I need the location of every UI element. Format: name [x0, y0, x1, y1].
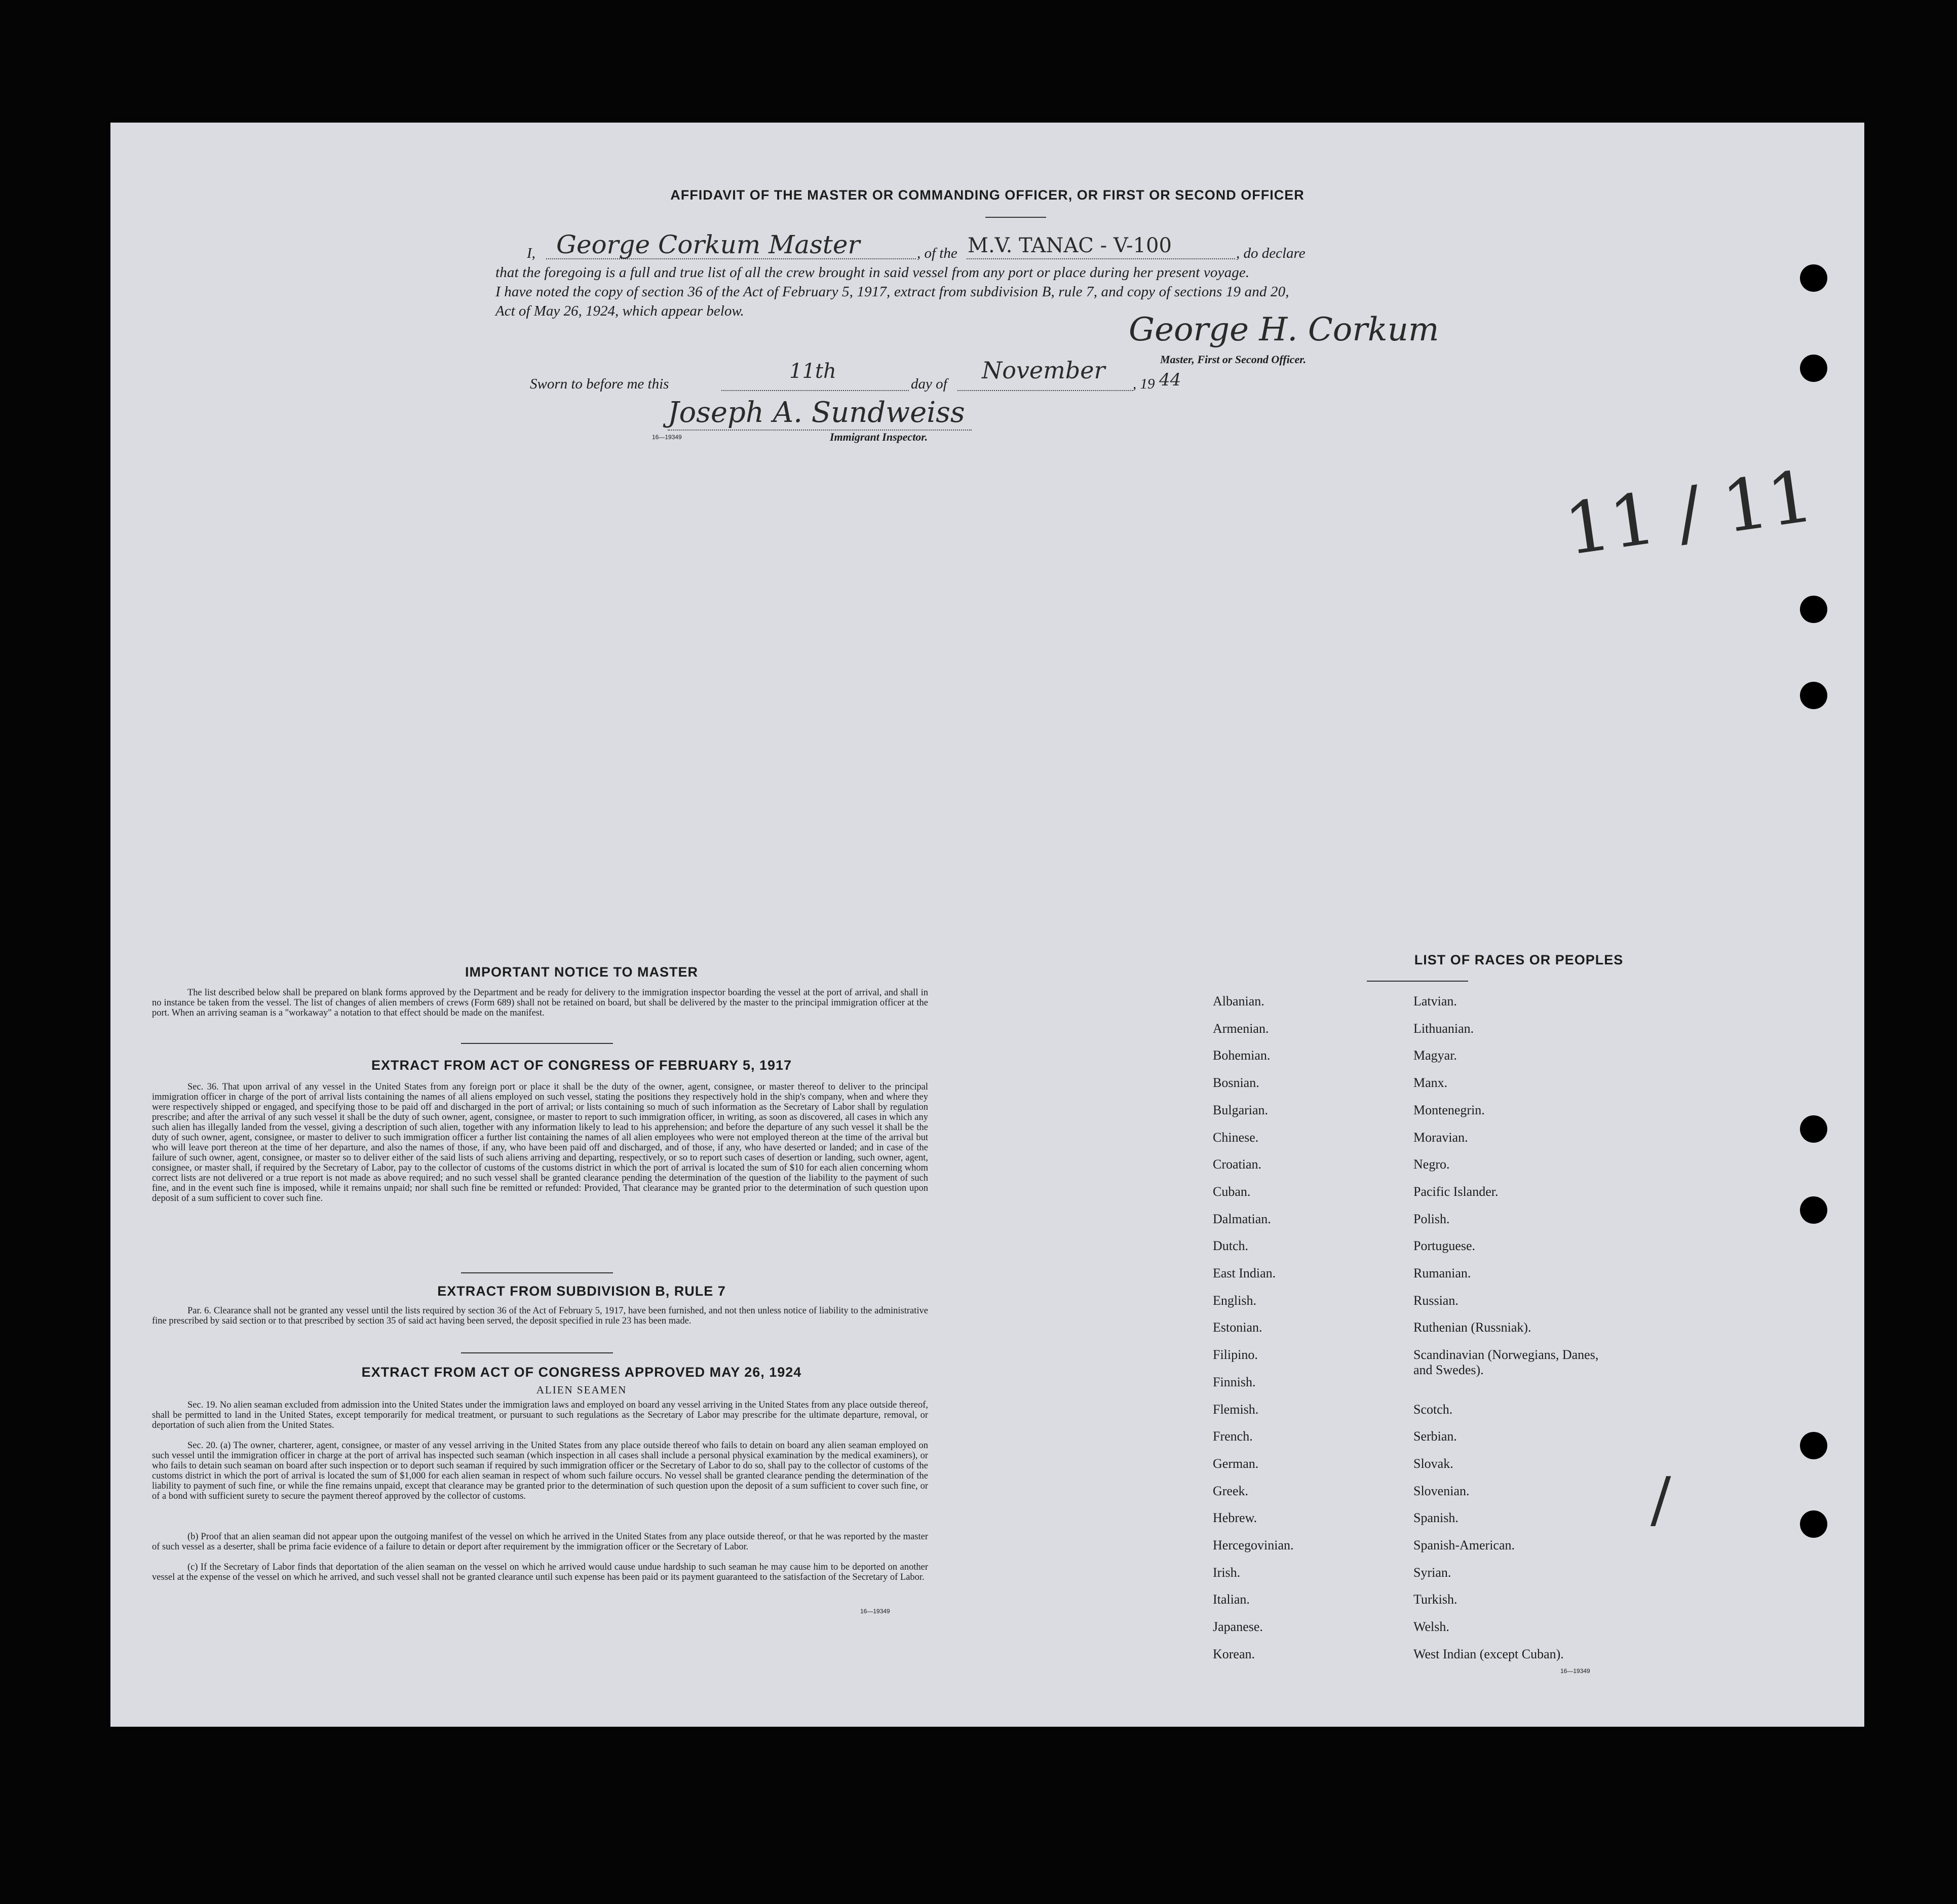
race-item: Ruthenian (Russniak). — [1413, 1320, 1531, 1335]
rule7-text: Par. 6. Clearance shall not be granted any vessel until the lists required by section 36 of the Act of February 5, 1917, have been furnished, and not then unless notice of liability to the administrative fine prescribed by said section or to that prescribed by section 35 of said act having been served, the deposit specified in rule 23 has been made. — [152, 1306, 928, 1326]
race-item: Filipino. — [1213, 1347, 1258, 1363]
punch-hole — [1800, 355, 1827, 382]
race-item: Negro. — [1413, 1157, 1450, 1172]
race-item: Greek. — [1213, 1483, 1249, 1498]
race-item: Hebrew. — [1213, 1510, 1257, 1526]
race-item: Cuban. — [1213, 1184, 1251, 1199]
race-item: Lithuanian. — [1413, 1021, 1474, 1036]
do-declare-label: , do declare — [1236, 245, 1306, 261]
race-item: Spanish-American. — [1413, 1538, 1515, 1552]
race-item: Portuguese. — [1413, 1238, 1476, 1254]
race-item: Montenegrin. — [1413, 1102, 1485, 1117]
master-signature: George H. Corkum — [1129, 311, 1439, 348]
race-item: Syrian. — [1413, 1565, 1451, 1580]
affidavit-line-2: that the foregoing is a full and true list of all the crew brought in said vessel from any port or place during her present voyage. — [495, 264, 1250, 281]
race-item: Croatian. — [1213, 1157, 1262, 1172]
rule7-title: EXTRACT FROM SUBDIVISION B, RULE 7 — [437, 1284, 726, 1299]
extract-1917-text: Sec. 36. That upon arrival of any vessel in the United States from any foreign port or place it shall be the duty of the owner, agent, consignee, or master thereof to deliver to the principal immigration officer in charge of the port of arrival lists containing the names of all aliens employed on such vessel, stating the positions they respectively hold in the ship's company, when and where they were respectively shipped or engaged, and specifying those to be paid off and discharged in the port of arrival; or lists containing so much of such information as the Secretary of Labor shall by regulation prescribe; and after the arrival of any such vessel it shall be the duty of such owner, agent, consignee, or master to report to such immigration officer, in writing, as soon as discovered, all cases in which any such alien has illegally landed from the vessel, giving a description of such alien, together with any information likely to lead to his apprehension; and before the departure of any such vessel it shall be the duty of such owner, agent, consignee, or master to deliver to such immigration officer a further list containing the names of all alien employees who were not employed thereon at the time of the arrival but who will leave port thereon at the time of her departure, and also the names of those, if any, who have been paid off and discharged, and of those, if any, who have deserted or landed; and in case of the failure of such owner, agent, consignee, or master so to deliver either of the said lists of such aliens arriving and departing, respectively, or so to report such cases of desertion or landing, such owner, agent, consignee, or master shall, if required by the Secretary of Labor, pay to the collector of customs of the customs district in which the port of arrival is located the sum of $10 for each alien concerning whom correct lists are not delivered or a true report is not made as above required; and no such vessel shall be granted clearance pending the determination of the question of the liability to the payment of such fine, and in the event such fine is imposed, while it remains unpaid; nor shall such fine be remitted or refunded: Provided, That clearance may be granted prior to the determination of such question upon deposit of a sum sufficient to cover such fine. — [152, 1082, 928, 1203]
race-item: Irish. — [1213, 1565, 1241, 1580]
extract-1917-title: EXTRACT FROM ACT OF CONGRESS OF FEBRUARY 5, 1917 — [371, 1058, 792, 1073]
race-item: West Indian (except Cuban). — [1413, 1646, 1564, 1661]
punch-hole — [1800, 1510, 1827, 1538]
affidavit-i-label: I, — [527, 245, 535, 261]
races-form-number: 16—19349 — [1560, 1667, 1590, 1675]
master-name-handwritten: George Corkum Master — [556, 230, 860, 259]
races-divider — [1367, 981, 1468, 982]
race-item: Albanian. — [1213, 994, 1264, 1008]
race-item: Estonian. — [1213, 1320, 1262, 1335]
race-item: Flemish. — [1213, 1402, 1259, 1417]
race-item: Italian. — [1213, 1592, 1250, 1607]
race-item: Russian. — [1413, 1293, 1459, 1308]
form-page — [110, 123, 1864, 1727]
race-item: Dalmatian. — [1213, 1211, 1271, 1226]
race-item: Finnish. — [1213, 1374, 1256, 1389]
sworn-day-handwritten: 11th — [789, 360, 836, 383]
race-item: Scandinavian (Norwegians, Danes, and Swedes). — [1413, 1347, 1599, 1378]
sec20b-text: (b) Proof that an alien seaman did not appear upon the outgoing manifest of the vessel on which he arrived in the United States from any place outside thereof, or that he was reported by the master of such vessel as a deserter, shall be prima facie evidence of a failure to detain or deport after requirement by the immigration officer or the Secretary of Labor. — [152, 1532, 928, 1552]
sec20a-text: Sec. 20. (a) The owner, charterer, agent, consignee, or master of any vessel arriving in the United States from any place outside thereof who fails to detain on board any alien seaman employed on such vessel until the immigration officer in charge at the port of arrival has inspected such seaman (which inspection in all cases shall include a personal physical examination by the medical examiners), or who fails to detain such seaman on board after such inspection or to deport such seaman if required by such immigration officer or the Secretary of Labor to do so, shall pay to the collector of customs of the customs district in which the port of arrival is located the sum of $1,000 for each alien seaman in respect of whom such failure occurs. No vessel shall be granted clearance pending the determination of the liability to payment of such fine, or while the fine remains unpaid, except that clearance may be granted prior to the determination of such question upon the deposit of a sum sufficient to cover such fine, or of a bond with sufficient surety to secure the payment thereof approved by the collector of customs. — [152, 1441, 928, 1501]
race-item: Magyar. — [1413, 1048, 1457, 1063]
inspector-signature: Joseph A. Sundweiss — [668, 396, 965, 429]
sworn-day-line — [721, 390, 909, 391]
race-item: Armenian. — [1213, 1021, 1269, 1036]
affidavit-line-3: I have noted the copy of section 36 of the Act of February 5, 1917, extract from subdivision B, rule 7, and copy of sections 19 and 20, — [495, 284, 1289, 300]
slash-annotation: / — [1651, 1465, 1671, 1535]
race-item: Serbian. — [1413, 1429, 1457, 1444]
races-title: LIST OF RACES OR PEOPLES — [1414, 952, 1624, 967]
extract-1917-divider — [461, 1272, 613, 1273]
vessel-line — [967, 258, 1235, 259]
rule7-divider — [461, 1352, 613, 1353]
race-item: Manx. — [1413, 1075, 1448, 1091]
vessel-name-handwritten: M.V. TANAC - V-100 — [968, 234, 1172, 257]
race-item: Hercegovinian. — [1213, 1538, 1294, 1552]
extract-form-number: 16—19349 — [860, 1608, 890, 1615]
sworn-month-handwritten: November — [982, 357, 1105, 384]
sworn-month-line — [957, 390, 1133, 391]
race-item: Scotch. — [1413, 1402, 1453, 1417]
signature-caption: Master, First or Second Officer. — [1160, 353, 1307, 366]
sec19-text: Sec. 19. No alien seaman excluded from admission into the United States under the immigration laws and employed on board any vessel arriving in the United States from any place outside thereof, shall be permitted to land in the United States, except temporarily for medical treatment, or pursuant to such regulations as the Secretary of Labor may prescribe for the ultimate departure, removal, or deportation of such alien from the United States. — [152, 1400, 928, 1430]
punch-hole — [1800, 1432, 1827, 1459]
race-item: Latvian. — [1413, 994, 1457, 1008]
year-prefix: , 19 — [1133, 376, 1155, 392]
race-item: Moravian. — [1413, 1130, 1468, 1145]
affidavit-line-4: Act of May 26, 1924, which appear below. — [495, 303, 744, 319]
race-item: Spanish. — [1413, 1510, 1459, 1526]
race-item: Polish. — [1413, 1211, 1450, 1226]
race-item: Pacific Islander. — [1413, 1184, 1499, 1199]
race-item: Japanese. — [1213, 1619, 1263, 1635]
sec20c-text: (c) If the Secretary of Labor finds that deportation of the alien seaman on the vessel on which he arrived would cause undue hardship to such seaman he may cause him to be deported on another vessel at the expense of the vessel on which he arrived, and such vessel shall not be granted clearance until such expense has been paid or its payment guaranteed to the satisfaction of the Secretary of Labor. — [152, 1562, 928, 1582]
affidavit-title: AFFIDAVIT OF THE MASTER OR COMMANDING OFFICER, OR FIRST OR SECOND OFFICER — [670, 187, 1304, 203]
race-item: Welsh. — [1413, 1619, 1449, 1635]
punch-hole — [1800, 1115, 1827, 1143]
race-item: East Indian. — [1213, 1266, 1276, 1280]
year-handwritten: 44 — [1159, 370, 1181, 390]
race-item: Dutch. — [1213, 1238, 1249, 1254]
race-item: Slovak. — [1413, 1456, 1453, 1471]
punch-hole — [1800, 682, 1827, 709]
notice-divider — [461, 1043, 613, 1044]
race-item: Turkish. — [1413, 1592, 1457, 1607]
extract-1924-subtitle: ALIEN SEAMEN — [536, 1384, 627, 1396]
race-item: Bosnian. — [1213, 1075, 1259, 1091]
tally-annotation: 11 / 11 — [1560, 455, 1819, 572]
sworn-label: Sworn to before me this — [530, 376, 669, 392]
notice-title: IMPORTANT NOTICE TO MASTER — [465, 964, 698, 980]
of-the-label: , of the — [917, 245, 957, 261]
race-item: French. — [1213, 1429, 1253, 1444]
notice-text: The list described below shall be prepared on blank forms approved by the Department and be ready for delivery to the immigration inspector boarding the vessel at the port of arrival, and shall in no instance be taken from the vessel. The list of changes of alien members of crews (Form 689) shall not be retained on board, but shall be delivered by the master to the principal immigration officer at the port. When an arriving seaman is a "workaway" a notation to that effect should be made on the manifest. — [152, 988, 928, 1018]
punch-hole — [1800, 1196, 1827, 1224]
day-of-label: day of — [911, 376, 947, 392]
title-divider — [985, 217, 1046, 218]
extract-1924-title: EXTRACT FROM ACT OF CONGRESS APPROVED MAY 26, 1924 — [361, 1365, 802, 1380]
race-item: Bulgarian. — [1213, 1102, 1269, 1117]
race-item: Chinese. — [1213, 1130, 1259, 1145]
race-item: Slovenian. — [1413, 1483, 1470, 1498]
punch-hole — [1800, 596, 1827, 623]
punch-hole — [1800, 264, 1827, 292]
race-item: English. — [1213, 1293, 1256, 1308]
race-item: Rumanian. — [1413, 1266, 1471, 1280]
inspector-caption: Immigrant Inspector. — [830, 431, 928, 443]
race-item: Bohemian. — [1213, 1048, 1271, 1063]
race-item: German. — [1213, 1456, 1259, 1471]
race-item: Korean. — [1213, 1646, 1255, 1661]
affidavit-form-number: 16—19349 — [652, 434, 682, 441]
